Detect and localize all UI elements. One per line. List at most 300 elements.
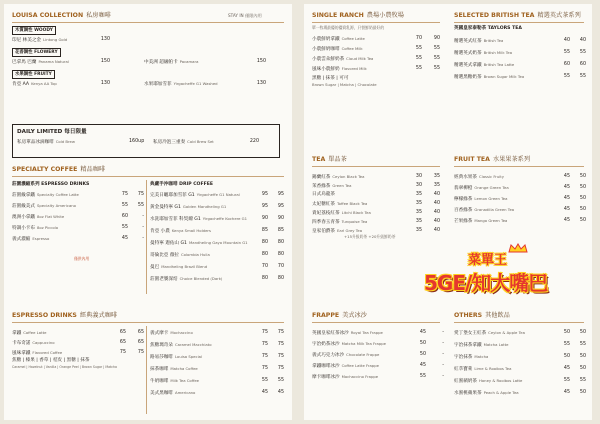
menu-item-name: 風味小農鮮奶 Flavored Milk (312, 66, 367, 72)
menu-item-name: 義式濃縮 Espresso (12, 236, 50, 242)
woody-label: 木質調性 WOODY (12, 26, 152, 35)
menu-item (454, 328, 584, 337)
menu-item-name: 百香綠茶 Granadilla Green Tea (454, 207, 515, 213)
menu-item-price: 50 (419, 352, 426, 357)
menu-item-price: 90 (433, 36, 440, 41)
daily-limited-title: DAILY LIMITED 每日限量 (17, 129, 87, 135)
menu-item-en: Lemon Green Tea (474, 196, 508, 201)
menu-item-price: 35 (415, 201, 422, 206)
menu-item-name: 小農鮮奶咖啡 Coffee Milk (312, 46, 363, 52)
menu-item-price: 80 (277, 276, 284, 281)
menu-item-name: 小農鮮奶拿鐵 Coffee Latte (312, 36, 365, 42)
menu-item-en: Specialty Coffee Latte (36, 192, 79, 197)
menu-item-name: 曼特寧 迦佑山 G1 Mandheling Gayo Mountain G1 (150, 240, 248, 246)
menu-item-price: 60 (563, 62, 570, 67)
menu-item-price: 50 (579, 354, 586, 359)
menu-item (312, 190, 442, 199)
menu-page-left (4, 4, 292, 420)
menu-item (312, 34, 442, 43)
flavor-options-en: Caramel | Hazelnut | Vanilla | Orange Peel | Brown Sugar | Matcha (12, 365, 118, 369)
menu-item-price: 50 (579, 218, 586, 223)
menu-item (153, 137, 273, 146)
menu-item (312, 350, 442, 359)
flavor-options: 焦糖 | 榛果 | 香草 | 桔皮 | 黑糖 | 抹茶 (12, 358, 90, 363)
menu-item (454, 194, 584, 203)
menu-item (150, 214, 284, 223)
menu-item-price: 160up (129, 139, 145, 144)
menu-item-en: Ceylon Black Tea (332, 174, 365, 179)
menu-item (454, 340, 584, 349)
menu-item-en: Royal Tea Frappe (350, 330, 383, 335)
menu-item (454, 376, 584, 385)
divider (454, 322, 584, 323)
menu-item (454, 72, 584, 81)
menu-item-en: Classic Fruity (478, 174, 504, 179)
menu-item-en: Coffee Latte (23, 330, 47, 335)
menu-item-name: 宇治抹茶 Matcha (454, 354, 489, 360)
menu-item-price: 35 (415, 228, 422, 233)
menu-item-price: 60 (121, 214, 128, 219)
menu-item-price: 40 (579, 38, 586, 43)
menu-item-en: Honey & Rooibos Latte (478, 378, 523, 383)
menu-item (12, 328, 144, 337)
menu-item-price: 75 (277, 342, 284, 347)
menu-item-name: 精選英式紅茶 British Tea (454, 38, 504, 44)
menu-item-price: 55 (563, 50, 570, 55)
espresso-drinks-label: 莊園濃縮系列 ESPRESSO DRINKS (12, 182, 90, 187)
menu-item-price: 80 (277, 240, 284, 245)
logo-top-text: 菜單王 (468, 253, 508, 268)
menu-item-name: 紅萃寶萊 Lime & Rooibos Tea (454, 366, 512, 372)
menu-item-price: 55 (121, 203, 128, 208)
menu-item (12, 338, 144, 347)
menu-item-price: 95 (277, 192, 284, 197)
menu-item-price: 75 (119, 350, 126, 355)
menu-item-price: 35 (433, 183, 440, 188)
menu-item-price: - (442, 374, 444, 379)
specialty-coffee-title: SPECIALTY COFFEE 精品咖啡 (12, 166, 106, 173)
menu-item-en: British Tea Latte (483, 62, 515, 67)
menu-item-name: 肯亞 AA Kenya AA Top (12, 81, 57, 87)
menu-item-en: Choice Blended (Dark) (179, 276, 223, 281)
menu-item-price: 50 (579, 196, 586, 201)
menu-item-price: 55 (137, 203, 144, 208)
menu-item (454, 36, 584, 45)
menu-item-name: 黃金曼特寧 G1 Golden Mandheling G1 (150, 204, 227, 210)
british-tea-title: SELECTED BRITISH TEA 精選英式茶系列 (454, 12, 581, 19)
menu-item-en: Brown Sugar Milk Tea (483, 74, 525, 79)
menu-item-price: 50 (579, 207, 586, 212)
menu-item-name: 芒果綠茶 Mango Green Tea (454, 218, 508, 224)
menu-item-price: 70 (277, 264, 284, 269)
menu-item-name: 太妃糖紅茶 Toffee Black Tea (312, 201, 368, 207)
menu-item-name: 精選黑糖奶茶 Brown Sugar Milk Tea (454, 74, 525, 80)
menu-item-en: Yirgacheffe Kochere G1 (202, 216, 248, 221)
crown-icon (508, 243, 528, 253)
menu-item-price: - (142, 236, 144, 241)
menu-item-name: 紅蜜蘋奶茶 Honey & Rooibos Latte (454, 378, 523, 384)
menu-item-en: Golden Mandheling G1 (182, 204, 227, 209)
menu-item-name: 錫蘭紅茶 Ceylon Black Tea (312, 174, 365, 180)
menu-item-name: 英國皇家紅茶冰沙 Royal Tea Frappe (312, 330, 383, 336)
menu-item-price: 55 (579, 342, 586, 347)
menu-item-price: - (442, 330, 444, 335)
menu-item (454, 352, 584, 361)
menu-item-name: 義式摩卡 Mochaccino (150, 330, 193, 336)
menu-item-name: 精選英式奶茶 British Milk Tea (454, 50, 513, 56)
menu-item-price: 75 (261, 330, 268, 335)
tea-title: TEA 單品茶 (312, 156, 347, 163)
menu-item-price: 35 (433, 174, 440, 179)
menu-item (312, 372, 442, 381)
espresso-drinks-title: ESPRESSO DRINKS 經典義式咖啡 (12, 312, 118, 319)
divider (454, 22, 584, 23)
menu-item-price: 40 (433, 201, 440, 206)
menu-item-price: 65 (119, 340, 126, 345)
menu-item-name: 拿鐵咖啡冰沙 Coffee Latte Frappe (312, 363, 379, 369)
menu-item-price: 45 (419, 330, 426, 335)
menu-item-en: Mandheling Gayo Mountain G1 (188, 240, 248, 245)
menu-item-price: 55 (433, 56, 440, 61)
menu-item-name: 水果耶加雪菲 Yirgacheffe G1 Washed (144, 81, 218, 87)
menu-item-price: 80 (261, 252, 268, 257)
menu-item-name: 宇治抹茶拿鐵 Matcha Latte (454, 342, 509, 348)
menu-item (150, 352, 284, 361)
single-ranch-title: SINGLE RANCH 農場小農牧場 (312, 12, 404, 19)
menu-item-price: 75 (261, 342, 268, 347)
menu-item-price: - (142, 225, 144, 230)
menu-item (150, 262, 284, 271)
menu-item-en: Yirgacheffe G1 Natural (196, 192, 240, 197)
menu-item-name: 私房冷泡三重奏 Cold Brew Set (153, 139, 214, 145)
menu-item (150, 190, 284, 199)
menu-item-en: Turquoise Tea (341, 219, 368, 224)
menu-item-price: 55 (579, 378, 586, 383)
menu-item-price: 80 (261, 240, 268, 245)
menu-item-name: 摩卡咖啡冰沙 Mochaccino Frappe (312, 374, 379, 380)
menu-item (312, 64, 442, 73)
menu-item (312, 217, 442, 226)
menu-item-en: Matcha Latte (483, 342, 509, 347)
menu-item-name: 經典水果茶 Classic Fruity (454, 174, 504, 180)
menu-item-price: 75 (261, 354, 268, 359)
menu-item (12, 35, 142, 44)
menu-item-price: 80 (261, 276, 268, 281)
dine-in-note: 僅供內用 (74, 256, 90, 261)
tea-upgrade-note: +15升級奶茶 +20升級鮮奶茶 (344, 234, 396, 239)
menu-item-name: 私房單品冰滴咖啡 Cold Brew (17, 139, 75, 145)
menu-item-en: Cloud Milk Tea (346, 56, 374, 61)
menu-item-en: Specialty Americano (36, 203, 76, 208)
menu-item (454, 172, 584, 181)
menu-item (312, 339, 442, 348)
menu-item-en: Granadilla Green Tea (474, 207, 515, 212)
menu-item-name: 拿鐵 Coffee Latte (12, 330, 47, 336)
menu-item-name: 完美日曬耶加雪菲 G1 Yirgacheffe G1 Natural (150, 192, 240, 198)
menu-item-en: Earl Grey Tea (336, 228, 363, 233)
logo-main-text: 5GE/知大嘴巴 (424, 271, 548, 295)
menu-item-name: 日式烏龍茶 (312, 192, 335, 197)
menu-item-en: Louisa Special (174, 354, 203, 359)
menu-item (12, 190, 144, 199)
menu-item-en: Mochaccino Frappe (341, 374, 379, 379)
louisa-collection-title: LOUISA COLLECTION 私房咖啡 (12, 12, 111, 19)
menu-item-price: 35 (415, 192, 422, 197)
menu-item-name: 美式黑咖啡 Americano (150, 390, 196, 396)
menu-item (312, 199, 442, 208)
menu-item (144, 57, 284, 66)
menu-item-name: 宇治奶茶冰沙 Matcha Milk Tea Frappe (312, 341, 386, 347)
menu-item-price: 40 (433, 219, 440, 224)
menu-item-price: 65 (137, 330, 144, 335)
menu-item-price: 45 (563, 390, 570, 395)
menu-item (150, 202, 284, 211)
menu-item-en: Mandheling Brazil Blend (161, 264, 208, 269)
menu-item-price: 75 (277, 330, 284, 335)
menu-item (150, 376, 284, 385)
menu-item (312, 208, 442, 217)
menu-item-price: 50 (563, 354, 570, 359)
menu-item-price: 95 (277, 204, 284, 209)
ranch-flavors-en: Brown Sugar | Matcha | Chocolate (312, 82, 377, 87)
menu-item-price: 55 (415, 56, 422, 61)
menu-item-en: Coffee Milk (341, 46, 363, 51)
menu-item-name: 愛丁堡女王紅茶 Ceylon & Apple Tea (454, 330, 525, 336)
menu-item-price: 45 (563, 174, 570, 179)
menu-item-price: 75 (137, 192, 144, 197)
menu-item-price: 50 (579, 330, 586, 335)
menu-item-name: 檸檬綠茶 Lemon Green Tea (454, 196, 508, 202)
menu-item-name: 貴妃荔枝紅茶 Litchi Black Tea (312, 210, 371, 216)
menu-item-name: 特調小卡布 8oz Piccolo (12, 225, 59, 231)
menu-item-en: Cold Brew Set (187, 139, 214, 144)
menu-page-right (304, 4, 592, 420)
menu-item-price: 65 (119, 330, 126, 335)
menu-item-price: 45 (563, 366, 570, 371)
menu-item-price: 50 (419, 341, 426, 346)
menu-item (150, 274, 284, 283)
menu-item-price: 55 (433, 46, 440, 51)
menu-item-en: British Tea (483, 38, 504, 43)
fruit-tea-title: FRUIT TEA 水果果茶系列 (454, 156, 531, 163)
menu-item (454, 364, 584, 373)
menu-item-price: 75 (121, 192, 128, 197)
menu-item-en: 8oz Piccolo (36, 225, 59, 230)
menu-item (454, 60, 584, 69)
menu-item (150, 250, 284, 259)
menu-item (12, 223, 144, 232)
menu-item (312, 44, 442, 53)
divider (12, 22, 284, 23)
menu-item-en: Chocolate Frappe (346, 352, 380, 357)
divider (12, 176, 284, 177)
menu-item-en: Toffee Black Tea (336, 201, 368, 206)
menu-item-price: 130 (256, 81, 266, 86)
divider (312, 166, 440, 167)
menu-item-price: 220 (249, 139, 259, 144)
menu-item-price: 50 (579, 366, 586, 371)
menu-item-en: Peach & Apple Tea (483, 390, 519, 395)
menu-item (312, 361, 442, 370)
menu-item-price: 45 (277, 390, 284, 395)
menu-item-price: 70 (261, 264, 268, 269)
menu-item-price: 65 (137, 340, 144, 345)
menu-item-price: - (142, 214, 144, 219)
menu-item-price: 35 (415, 210, 422, 215)
menu-item-price: 95 (261, 192, 268, 197)
column-divider (146, 180, 147, 294)
menu-item-name: 哥倫比亞 薇拉 Colombia Huila (150, 252, 210, 258)
divider (312, 322, 440, 323)
menu-item-price: 85 (261, 228, 268, 233)
menu-item (144, 79, 284, 88)
menu-item-price: 75 (261, 366, 268, 371)
menu-item (150, 388, 284, 397)
menu-item-price: 55 (121, 225, 128, 230)
menu-item-price: 40 (433, 228, 440, 233)
menu-item-en: Yirgacheffe G1 Washed (173, 81, 218, 86)
menu-item-en: Pacamara (179, 59, 199, 64)
menu-item-price: 40 (433, 192, 440, 197)
menu-item-name: 翡翠柳橙 Orange Green Tea (454, 185, 509, 191)
menu-item-name: 牛奶咖啡 Milk Tea Coffee (150, 378, 199, 384)
menu-item-price: 50 (579, 174, 586, 179)
menu-item-price: 50 (563, 330, 570, 335)
menu-item-price: 90 (261, 216, 268, 221)
menu-item-en: Americano (174, 390, 196, 395)
menu-item-price: 130 (100, 81, 110, 86)
menu-item-price: 30 (415, 183, 422, 188)
divider (312, 22, 440, 23)
menu-item-en: Ceylon & Apple Tea (488, 330, 525, 335)
menu-item (150, 340, 284, 349)
menu-item-price: 55 (579, 50, 586, 55)
menu-item-en: Flavored Milk (341, 66, 367, 71)
menu-item-en: Matcha (474, 354, 489, 359)
menu-item-name: 義式巧克力冰沙 Chocolate Frappe (312, 352, 380, 358)
menu-item (312, 181, 442, 190)
menu-item-en: Espresso (32, 236, 50, 241)
menu-item-price: 45 (563, 196, 570, 201)
menu-item-price: 40 (433, 210, 440, 215)
menu-item-en: Litchi Black Tea (341, 210, 371, 215)
menu-item-price: 55 (415, 66, 422, 71)
menu-item (12, 212, 144, 221)
menu-item-en: Flavored Coffee (32, 350, 63, 355)
menu-item (12, 201, 144, 210)
menu-item-price: - (442, 363, 444, 368)
menu-item (150, 328, 284, 337)
divider (454, 166, 584, 167)
menu-item-name: 水蜜桃蘋果茶 Peach & Apple Tea (454, 390, 519, 396)
menu-item (454, 183, 584, 192)
menu-item (150, 238, 284, 247)
menu-item-price: 55 (419, 374, 426, 379)
menu-item-price: 55 (563, 378, 570, 383)
menu-item-name: 風味拿鐵 Flavored Coffee (12, 350, 63, 356)
menu-item-en: British Milk Tea (483, 50, 513, 55)
menu-item (12, 234, 144, 243)
menu-item-en: Coffee Latte Frappe (341, 363, 379, 368)
frappe-title: FRAPPE 美式冰沙 (312, 312, 367, 319)
stay-in-label: STAY IN 僅限內用 (228, 13, 262, 18)
menu-item-name: 澳洲小拿鐵 8oz Flat White (12, 214, 65, 220)
menu-king-logo (424, 249, 588, 303)
menu-item-price: 150 (100, 59, 110, 64)
menu-item (454, 48, 584, 57)
menu-item (312, 54, 442, 63)
menu-item-price: 35 (415, 219, 422, 224)
menu-item-name: 四季春玉青茶 Turquoise Tea (312, 219, 368, 225)
menu-item-price: 55 (563, 74, 570, 79)
menu-item-price: 45 (261, 390, 268, 395)
menu-item-name: 茉香綠茶 Green Tea (312, 183, 352, 189)
menu-item-en: Mochaccino (170, 330, 193, 335)
menu-item-en: Green Tea (332, 183, 352, 188)
menu-item-en: Mango Green Tea (474, 218, 508, 223)
menu-item-name: 路易莎咖啡 Louisa Special (150, 354, 203, 360)
menu-item-price: 75 (277, 354, 284, 359)
menu-item (150, 226, 284, 235)
fruity-label: 水果調性 FRUITY (12, 70, 152, 79)
menu-item-price: 75 (137, 350, 144, 355)
menu-item-price: 55 (277, 378, 284, 383)
menu-item-name: 皇家伯爵茶 Earl Grey Tea (312, 228, 363, 234)
menu-item-en: Coffee Latte (341, 36, 365, 41)
menu-item-en: Panama Natural (38, 59, 69, 64)
menu-item-en: Colombia Huila (181, 252, 210, 257)
menu-item-name: 莊園級美式 Specialty Americano (12, 203, 76, 209)
menu-item-price: 55 (415, 46, 422, 51)
menu-item-price: 95 (261, 204, 268, 209)
menu-item-en: Lime & Rooibos Tea (474, 366, 512, 371)
menu-item-name: 莊園級拿鐵 Specialty Coffee Latte (12, 192, 79, 198)
menu-item-price: 60 (579, 62, 586, 67)
menu-item-name: 中美洲 超級帕卡 Pacamara (144, 59, 199, 65)
menu-item-price: 45 (563, 185, 570, 190)
menu-item-name: 莊園老饕深焙 Choice Blended (Dark) (150, 276, 223, 282)
menu-item-price: 90 (277, 216, 284, 221)
menu-item-price: 80 (277, 252, 284, 257)
menu-item (454, 205, 584, 214)
menu-item-en: Cold Brew (55, 139, 75, 144)
menu-item (312, 328, 442, 337)
menu-item-price: - (442, 341, 444, 346)
menu-item-price: 55 (563, 342, 570, 347)
divider (12, 322, 284, 323)
menu-item-en: Orange Green Tea (474, 185, 509, 190)
others-title: OTHERS 其他飲品 (454, 312, 510, 319)
menu-item-en: Kenya AA Top (31, 81, 57, 86)
taylors-tea-label: 英國皇家泰勒茶 TAYLORS TEA (454, 26, 522, 31)
menu-item-name: 水洗耶加雪菲 科契爾 G1 Yirgacheffe Kochere G1 (150, 216, 248, 222)
ranch-flavors: 黑糖 | 抹茶 | 可可 (312, 76, 349, 81)
menu-item-name: 小農雲朵鮮奶茶 Cloud Milk Tea (312, 56, 374, 62)
menu-item-en: Matcha Coffee (170, 366, 198, 371)
menu-item-price: 45 (419, 363, 426, 368)
daily-limited-box (12, 124, 280, 158)
menu-item-en: Matcha Milk Tea Frappe (341, 341, 386, 346)
menu-item-en: Cappuccino (32, 340, 55, 345)
menu-item-en: Kenya Small Holders (171, 228, 211, 233)
menu-item-price: 40 (563, 38, 570, 43)
menu-item-price: 50 (579, 185, 586, 190)
menu-item-price: 45 (563, 218, 570, 223)
menu-item-price: 85 (277, 228, 284, 233)
menu-item-price: 45 (563, 207, 570, 212)
menu-item-en: Milk Tea Coffee (170, 378, 199, 383)
menu-item-price: 45 (121, 236, 128, 241)
